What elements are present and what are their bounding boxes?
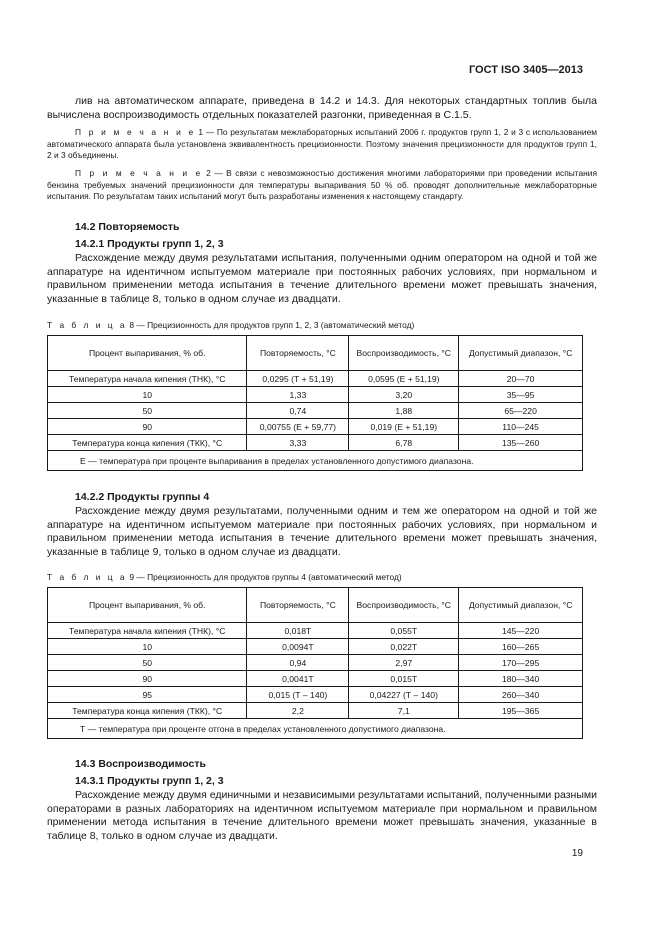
section-14-2-1-heading: 14.2.1 Продукты групп 1, 2, 3 <box>75 238 224 250</box>
table-cell: 2,2 <box>247 703 349 719</box>
table-row <box>48 687 583 703</box>
table-cell: 50 <box>48 403 247 419</box>
table-9-caption <box>47 572 402 582</box>
table-9 <box>47 587 583 739</box>
table-cell: 0,018Т <box>247 623 349 639</box>
column-header: Процент выпаривания, % об. <box>48 336 247 371</box>
table-footnote-row <box>48 719 583 739</box>
table-cell: 1,33 <box>247 387 349 403</box>
table-caption-text: 9 — Прецизионность для продуктов группы 4 (автоматический метод) <box>129 572 402 582</box>
table-cell: 180—340 <box>459 671 583 687</box>
table-row <box>48 371 583 387</box>
table-cell: 160—265 <box>459 639 583 655</box>
table-cell: 0,74 <box>247 403 349 419</box>
table-cell: 7,1 <box>349 703 459 719</box>
table-label: Т а б л и ц а <box>47 320 128 330</box>
table-cell: 0,022Т <box>349 639 459 655</box>
table-header-row <box>48 336 583 371</box>
table-header-row <box>48 588 583 623</box>
note-2 <box>47 168 597 203</box>
section-14-3-1-text: Расхождение между двумя единичными и независимыми результатами испытаний, полученными разными операторами в разных лабораториях на идентичном испытуемом материале при нормальном и правильном применении метода испытания в течение длительного времени может превышать значения, указанные в таблице 8, только в одном случае из двадцати. <box>47 789 597 842</box>
table-cell: 3,20 <box>349 387 459 403</box>
table-row <box>48 639 583 655</box>
column-header: Воспроизводимость, °С <box>349 336 459 371</box>
table-cell: 1,88 <box>349 403 459 419</box>
table-footnote-row <box>48 451 583 471</box>
table-cell: 20—70 <box>459 371 583 387</box>
table-cell: 0,0595 (Е + 51,19) <box>349 371 459 387</box>
column-header: Процент выпаривания, % об. <box>48 588 247 623</box>
note-label: П р и м е ч а н и е <box>75 168 203 178</box>
table-row <box>48 403 583 419</box>
table-cell: 0,015 (Т – 140) <box>247 687 349 703</box>
section-14-2-1-text: Расхождение между двумя результатами испытания, полученными одним оператором на одной и той же аппаратуре на идентичном испытуемом материале при постоянных рабочих условиях, при нормальном и правильном применении метода испытания в течение длительного времени может превышать значения, указанные в таблице 8, только в одном случае из двадцати. <box>47 252 597 305</box>
table-cell: 0,0041Т <box>247 671 349 687</box>
column-header: Повторяемость, °С <box>247 336 349 371</box>
table-8 <box>47 335 583 471</box>
table-cell: 0,055Т <box>349 623 459 639</box>
table-cell: 0,94 <box>247 655 349 671</box>
table-cell: 260—340 <box>459 687 583 703</box>
section-14-3-heading: 14.3 Воспроизводимость <box>75 758 206 770</box>
column-header: Воспроизводимость, °С <box>349 588 459 623</box>
table-row <box>48 623 583 639</box>
page-number: 19 <box>571 848 583 859</box>
section-14-2-2-heading: 14.2.2 Продукты группы 4 <box>75 491 210 503</box>
table-footnote: Е — температура при проценте выпаривания в пределах установленного допустимого диапазона. <box>48 451 583 471</box>
table-cell: 0,00755 (Е + 59,77) <box>247 419 349 435</box>
section-14-2-heading: 14.2 Повторяемость <box>75 221 180 233</box>
table-cell: 0,019 (Е + 51,19) <box>349 419 459 435</box>
table-row <box>48 387 583 403</box>
column-header: Повторяемость, °С <box>247 588 349 623</box>
note-text: 1 — По результатам межлабораторных испытаний 2006 г. продуктов групп 1, 2 и 3 с использованием автоматического аппарата была установлена эквивалентность прецизионности. Поэтому значения прецизионности для продуктов групп 1, 2 и 3 объединены. <box>47 127 598 160</box>
column-header: Допустимый диапазон, °С <box>459 588 583 623</box>
table-row <box>48 671 583 687</box>
table-cell: Температура начала кипения (ТНК), °С <box>48 623 247 639</box>
note-text: 2 — В связи с невозможностью достижения многими лабораториями при проведении испытания бензина требуемых значений прецизионности для температуры выпаривания 50 % об. проводят дополнительные межлабораторные испытания. По результатам таких испытаний могут быть разработаны изменения к настоящему стандарту. <box>47 168 598 201</box>
table-cell: 3,33 <box>247 435 349 451</box>
table-cell: Температура конца кипения (ТКК), °С <box>48 435 247 451</box>
table-row <box>48 419 583 435</box>
section-14-2-2-text: Расхождение между двумя результатами, полученными одним и тем же оператором на одной и той же аппаратуре на идентичном испытуемом материале при постоянных рабочих условиях, при нормальном и правильном применении метода испытания в течение длительного времени может превышать значения, указанные в таблице 9, только в одном случае из двадцати. <box>47 505 597 558</box>
table-cell: 10 <box>48 639 247 655</box>
table-cell: 0,0094Т <box>247 639 349 655</box>
table-cell: 0,04227 (Т – 140) <box>349 687 459 703</box>
table-cell: 90 <box>48 671 247 687</box>
table-cell: 110—245 <box>459 419 583 435</box>
table-cell: 90 <box>48 419 247 435</box>
table-row <box>48 435 583 451</box>
table-cell: 0,0295 (Т + 51,19) <box>247 371 349 387</box>
table-cell: 2,97 <box>349 655 459 671</box>
table-cell: 50 <box>48 655 247 671</box>
table-cell: Температура конца кипения (ТКК), °С <box>48 703 247 719</box>
table-cell: 0,015Т <box>349 671 459 687</box>
note-1 <box>47 127 597 162</box>
column-header: Допустимый диапазон, °С <box>459 336 583 371</box>
table-cell: 145—220 <box>459 623 583 639</box>
table-cell: 35—95 <box>459 387 583 403</box>
document-header: ГОСТ ISO 3405—2013 <box>468 64 583 76</box>
section-14-3-1-heading: 14.3.1 Продукты групп 1, 2, 3 <box>75 775 224 787</box>
table-cell: 170—295 <box>459 655 583 671</box>
intro-paragraph: лив на автоматическом аппарате, приведена в 14.2 и 14.3. Для некоторых стандартных топлив была вычислена воспроизводимость отдельных показателей разгонки, приведенная в С.1.5. <box>47 95 597 121</box>
note-label: П р и м е ч а н и е <box>75 127 196 137</box>
table-row <box>48 703 583 719</box>
table-cell: Температура начала кипения (ТНК), °С <box>48 371 247 387</box>
table-label: Т а б л и ц а <box>47 572 128 582</box>
table-cell: 135—260 <box>459 435 583 451</box>
table-row <box>48 655 583 671</box>
table-cell: 65—220 <box>459 403 583 419</box>
table-cell: 10 <box>48 387 247 403</box>
table-cell: 6,78 <box>349 435 459 451</box>
table-cell: 195—365 <box>459 703 583 719</box>
table-caption-text: 8 — Прецизионность для продуктов групп 1, 2, 3 (автоматический метод) <box>129 320 415 330</box>
table-footnote: Т — температура при проценте отгона в пределах установленного допустимого диапазона. <box>48 719 583 739</box>
table-8-caption <box>47 320 414 330</box>
table-cell: 95 <box>48 687 247 703</box>
